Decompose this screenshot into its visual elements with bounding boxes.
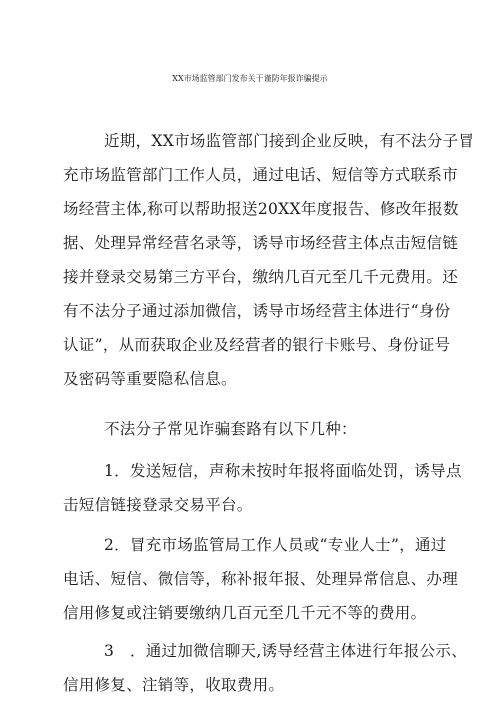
item-1-line-2: 击短信链接登录交易平台。 [63,496,253,514]
paragraph-2-line-1: 不法分子常见诈骗套路有以下几种： [104,420,357,438]
paragraph-1-line-4: 据、处理异常经营名录等，诱导市场经营主体点击短信链 [63,234,459,252]
paragraph-1-line-7: 认证”，从而获取企业及经营者的银行卡账号、身份证号 [63,336,451,354]
item-3-line-1: 3 ．通过加微信聊天,诱导经营主体进行年报公示、 [104,642,467,660]
item-2-line-1: 2．冒充市场监管局工作人员或“专业人士”，通过 [104,536,447,554]
paragraph-1-line-8: 及密码等重要隐私信息。 [63,370,237,388]
paragraph-1-line-5: 接并登录交易第三方平台，缴纳几百元至几千元费用。还 [63,268,459,286]
item-2-line-2: 电话、短信、微信等，称补报年报、处理异常信息、办理 [63,570,459,588]
item-1-line-1: 1．发送短信，声称未按时年报将面临处罚，诱导点 [104,462,462,480]
paragraph-1-line-1: 近期，XX市场监管部门接到企业反映，有不法分子冒 [104,132,475,150]
document-title: XX市场监管部门发布关于谨防年报诈骗提示 [172,74,328,83]
paragraph-1-line-2: 充市场监管部门工作人员，通过电话、短信等方式联系市 [63,166,459,184]
item-2-line-3: 信用修复或注销要缴纳几百元至几千元不等的费用。 [63,604,427,622]
item-3-line-2: 信用修复、注销等，收取费用。 [63,676,285,694]
paragraph-1-line-3: 场经营主体,称可以帮助报送20XX年度报告、修改年报数 [63,200,459,218]
paragraph-1-line-6: 有不法分子通过添加微信，诱导市场经营主体进行“身份 [63,302,451,320]
